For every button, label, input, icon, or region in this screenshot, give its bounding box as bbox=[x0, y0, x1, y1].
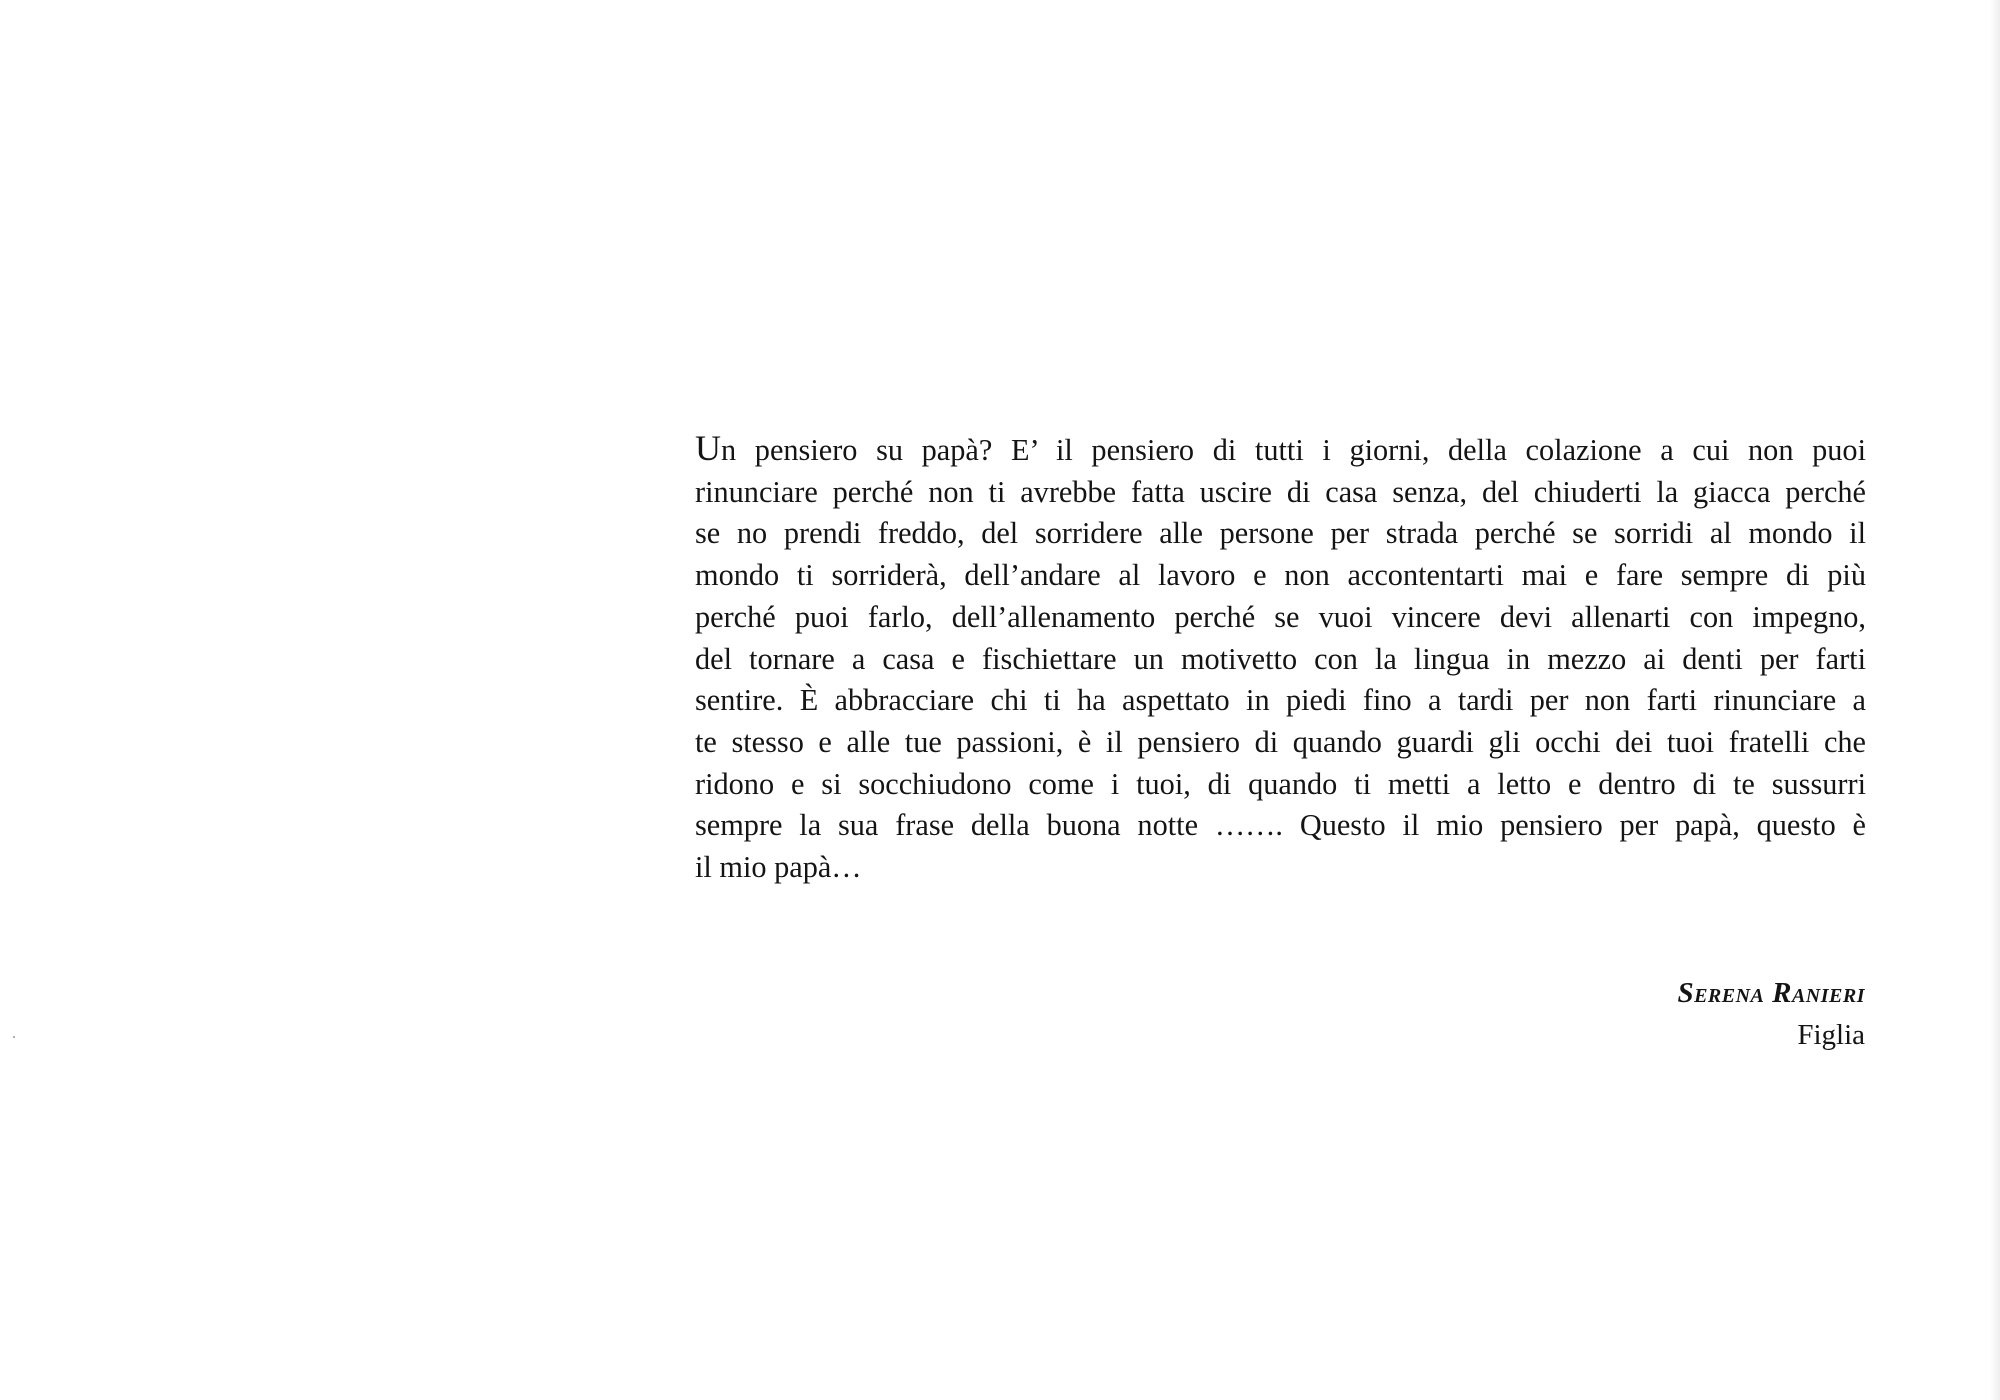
author-name: Serena Ranieri bbox=[1677, 977, 1865, 1009]
paragraph-line: se no prendi freddo, del sorridere alle persone per strada perché se sorridi al mondo il bbox=[695, 516, 1866, 551]
paragraph-line: ridono e si socchiudono come i tuoi, di quando ti metti a letto e dentro di te sussurri bbox=[695, 766, 1866, 801]
paragraph-line: il mio papà… bbox=[695, 850, 862, 885]
paragraph-line: Un pensiero su papà? E’ il pensiero di tutti i giorni, della colazione a cui non puoi bbox=[695, 428, 1866, 468]
paragraph-line: te stesso e alle tue passioni, è il pensiero di quando guardi gli occhi dei tuoi fratelli che bbox=[695, 724, 1866, 759]
body-paragraph bbox=[695, 428, 1866, 889]
paragraph-line: del tornare a casa e fischiettare un motivetto con la lingua in mezzo ai denti per farti bbox=[695, 641, 1866, 676]
paragraph-line: sentire. È abbracciare chi ti ha aspettato in piedi fino a tardi per non farti rinunciare a bbox=[695, 683, 1866, 718]
page-edge-shadow bbox=[1990, 0, 2000, 1400]
paragraph-line: sempre la sua frase della buona notte ……. Questo il mio pensiero per papà, questo è bbox=[695, 808, 1866, 843]
paragraph-line: mondo ti sorriderà, dell’andare al lavoro e non accontentarti mai e fare sempre di più bbox=[695, 558, 1866, 593]
paragraph-line: perché puoi farlo, dell’allenamento perché se vuoi vincere devi allenarti con impegno, bbox=[695, 599, 1866, 634]
scan-speck bbox=[13, 1036, 15, 1038]
paragraph-line: rinunciare perché non ti avrebbe fatta uscire di casa senza, del chiuderti la giacca perché bbox=[695, 474, 1866, 509]
author-role: Figlia bbox=[1797, 1019, 1865, 1051]
signature-block bbox=[1677, 972, 1865, 1056]
